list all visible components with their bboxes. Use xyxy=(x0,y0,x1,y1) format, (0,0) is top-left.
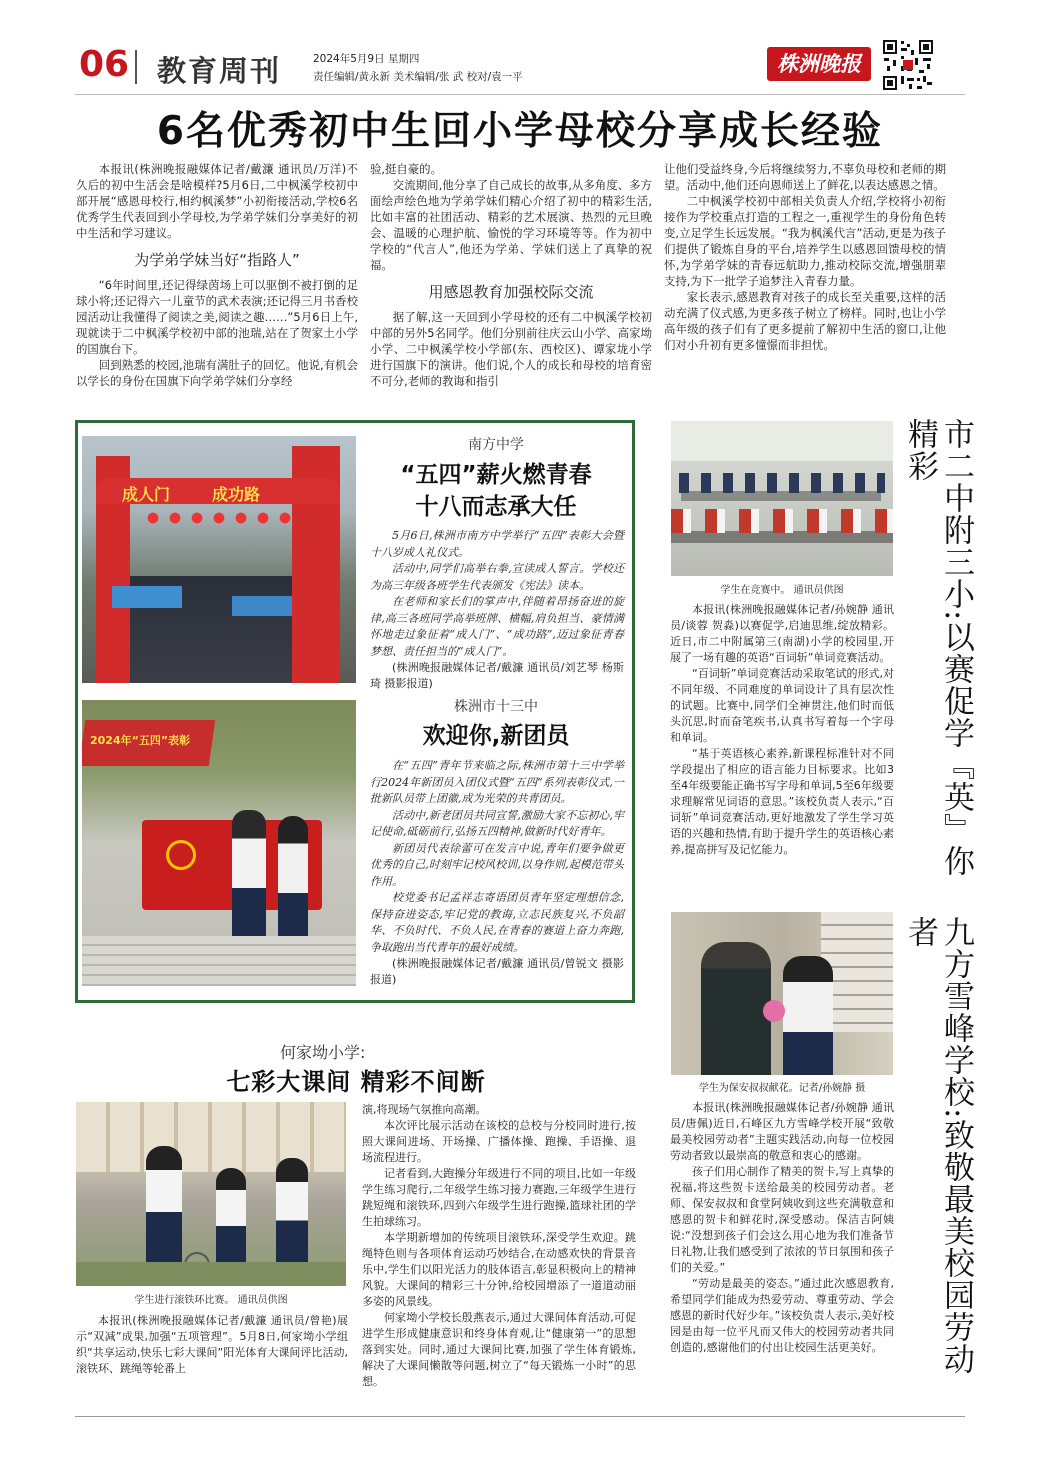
shisan-credit: (株洲晚报融媒体记者/戴濂 通讯员/曾锐文 摄影报道) xyxy=(370,957,624,986)
main-col2-para3: 据了解,这一天回到小学母校的还有二中枫溪学校初中部的另外5名同学。他们分别前往庆云山小学、高家坳小学、二中枫溪学校小学部(东、西校区)、谭家垅小学进行国旗下的演讲。他们说,个人的成长和母校的培育密不可分,老师的教诲和指引 xyxy=(370,310,652,388)
erzhong-caption: 学生在竞赛中。 通讯员供图 xyxy=(720,585,844,596)
students-row-2 xyxy=(671,509,893,533)
students-row xyxy=(679,473,885,493)
erzhong-para3: “基于英语核心素养,新课程标准针对不同学段提出了相应的语言能力目标要求。比如3至4年级要能正确书写字母和单词,5至6年级要求理解常见词语的意思。”该校负责人表示,“百词斩”单词竞赛活动,更好地激发了学生学习英语的兴趣和热情,有助于提升学生的英语核心素养,提高拼写及记忆能力。 xyxy=(670,747,894,856)
nanfang-title-2: 十八而志承大任 xyxy=(415,494,577,520)
nanfang-para2: 活动中,同学们高举右拳,宣读成人誓言。学校还为高三年级各班学生代表颁发《宪法》读本。 xyxy=(370,562,624,592)
main-col1-para3: 回到熟悉的校园,池瑞有满肚子的回忆。他说,有机会以学长的身份在国旗下向学弟学妹们分享经 xyxy=(76,358,358,388)
hejia-para5: 本学期新增加的传统项目滚铁环,深受学生欢迎。跳绳特色则与各项体育运动巧妙结合,在动感欢快的背景音乐中,学生们以阳光活力的肢体语言,彰显积极向上的精神风貌。大课间的精彩三十分钟,给校园增添了一道道动丽多姿的风景线。 xyxy=(362,1231,636,1308)
nanfang-body xyxy=(370,528,624,692)
girl-figure xyxy=(783,956,833,1075)
school-wall xyxy=(76,1102,346,1172)
hejia-school: 何家坳小学: xyxy=(280,1043,366,1062)
flower xyxy=(763,1000,785,1022)
shisan-para3: 新团员代表徐蕾可在发言中说,青年们要争做更优秀的自己,时刻牢记校风校训,以身作则,起模范带头作用。 xyxy=(370,841,624,888)
erzhong-para2: “百词斩”单词竞赛活动采取笔试的形式,对不同年级、不同难度的单词设计了具有层次性的试题。比赛中,同学们全神贯注,他们时而低头沉思,时而奋笔疾书,认真书写着每一个字母和单词。 xyxy=(670,667,894,744)
main-col3-para1: 让他们受益终身,今后将继续努力,不辜负母校和老师的期望。活动中,他们还向恩师送上了鲜花,以表达感恩之情。 xyxy=(664,162,946,192)
main-col1-para1: 本报讯(株洲晚报融媒体记者/戴濂 通讯员/万洋)不久后的初中生活会是啥模样?5月6日,二中枫溪学校初中部开展“感恩母校行,相约枫溪梦”小初衔接活动,学校6名优秀学生代表回到小学母校,为学弟学妹们分享美好的初中生活和学习建议。 xyxy=(76,162,358,240)
nanfang-para3: 在老师和家长们的掌声中,伴随着昂扬奋进的旋律,高三各班同学高举班牌、横幅,肩负担当、豪情满怀地走过象征着“成人门”、“成功路”,迈过象征青春梦想、责任担当的“成人门”。 xyxy=(370,595,624,658)
shisan-para1: 在“五四”青年节来临之际,株洲市第十三中学举行2024年新团员入团仪式暨“五四”系列表彰仪式,一批新队员带上团徽,成为光荣的共青团员。 xyxy=(370,759,624,805)
track xyxy=(76,1262,346,1286)
header-rule xyxy=(75,94,965,95)
main-article-col3 xyxy=(664,161,946,353)
shisan-title: 欢迎你,新团员 xyxy=(422,723,570,749)
header-divider xyxy=(135,50,137,84)
lanterns xyxy=(142,511,292,525)
hejia-photo xyxy=(76,1102,346,1286)
jiufang-caption: 学生为保安叔叔献花。记者/孙婉静 摄 xyxy=(698,1083,866,1094)
newspaper-logo xyxy=(767,47,871,81)
qr-code xyxy=(881,38,935,92)
hejia-para4: 记者看到,大跑操分年级进行不同的项目,比如一年级学生练习爬行,二年级学生练习接力赛跑,三年级学生进行跳短绳和滚铁环,四到六年级学生进行跑操,篮球社团的学生拍球练习。 xyxy=(362,1167,636,1228)
jiufang-title: 九方雪峰学校:致敬最美校园劳动者 xyxy=(902,916,974,1376)
nanfang-credit: (株洲晚报融媒体记者/戴濂 通讯员/刘艺琴 杨斯琦 摄影报道) xyxy=(370,661,624,690)
main-col1-para2: “6年时间里,还记得绿茵场上可以驱倒不被打倒的足球小将;还记得六一儿童节的武术表演;还记得三月书香校园活动让我懂得了阅读之美,阅读之趣……”5月6日上午,现就读于二中枫溪学校初中部的池瑞,站在了贺家土小学的国旗台下。 xyxy=(76,278,358,356)
jiufang-para1: 本报讯(株洲晚报融媒体记者/孙婉静 通讯员/唐佩)近日,石峰区九方雪峰学校开展“致敬最美校园劳动者”主题实践活动,向每一位校园劳动者致以最崇高的敬意和衷心的感谢。 xyxy=(670,1101,894,1162)
page-number: 06 xyxy=(79,44,130,85)
hejia-col-b xyxy=(362,1102,636,1390)
main-col3-para3: 家长表示,感恩教育对孩子的成长至关重要,这样的活动充满了仪式感,为更多孩子树立了榜样。同时,也让小学高年级的孩子们有了更多提前了解初中生活的窗口,让他们对小升初有更多憧憬而非担忧。 xyxy=(664,290,946,352)
newspaper-name: 株洲晚报 xyxy=(777,51,861,76)
page-header xyxy=(75,38,965,96)
nanfang-para1: 5月6日,株洲市南方中学举行“五四”表彰大会暨十八岁成人礼仪式。 xyxy=(370,529,624,559)
jiufang-para3: “劳动是最美的姿态。”通过此次感恩教育,希望同学们能成为热爱劳动、尊重劳动、学会感恩的新时代好少年。”该校负责人表示,美好校园是由每一位平凡而又伟大的校园劳动者共同创造的,感谢他们的付出让校园生活更美好。 xyxy=(670,1277,894,1354)
main-col3-para2: 二中枫溪学校初中部相关负责人介绍,学校将小初衔接作为学校重点打造的工程之一,重视学生的身份角色转变,立足学生长远发展。“我为枫溪代言”活动,更是为孩子们提供了锻炼自身的平台,培养学生以感恩回馈母校的情怀,为学弟学妹的青春远航助力,推动校际交流,增强朋辈支持,为下一批学子追梦注入青春力量。 xyxy=(664,194,946,288)
nanfang-photo xyxy=(82,436,356,683)
footer-rule xyxy=(75,1416,965,1417)
shisan-photo xyxy=(82,700,356,986)
hejia-caption: 学生进行滚铁环比赛。 通讯员供图 xyxy=(134,1295,288,1306)
shisan-para4: 校党委书记孟祥志寄语团员青年坚定理想信念,保持奋进姿态,牢记党的教诲,立志民族复兴,不负韶华、不负时代、不负人民,在青春的赛道上奋力奔跑,争取跑出当代青年的最好成绩。 xyxy=(370,891,624,954)
flag-emblem xyxy=(166,840,196,870)
erzhong-title: 市二中附三小:以赛促学『英』你精彩 xyxy=(902,418,974,878)
jiufang-photo xyxy=(671,912,893,1075)
shisan-para2: 活动中,新老团员共同宣誓,激励大家不忘初心,牢记使命,砥砺前行,弘扬五四精神,做新时代好青年。 xyxy=(370,808,624,838)
hejia-para6: 何家坳小学校长殷燕表示,通过大课间体育活动,可促进学生形成健康意识和终身体育观,让“健康第一”的思想落到实处。同时,通过大课间比赛,加强了学生体育锻炼,解决了大课间懒散等问题,树立了“每天锻炼一小时”的思想。 xyxy=(362,1311,636,1388)
erzhong-photo xyxy=(671,421,893,576)
classroom-window xyxy=(671,421,893,461)
arch-text-1: 成人门 xyxy=(122,485,171,504)
banner-blue xyxy=(112,586,182,608)
hejia-para1: 本报讯(株洲晚报融媒体记者/戴濂 通讯员/曾艳)展示“双减”成果,加强“五项管理”。5月8日,何家坳小学组织“共享运动,快乐七彩大课间”阳光体育大课间评比活动,滚铁环、跳绳等轮番上 xyxy=(76,1314,348,1375)
steps xyxy=(82,936,356,986)
main-col2-para2: 交流期间,他分享了自己成长的故事,从多角度、多方面绘声绘色地为学弟学妹们精心介绍了初中的精彩生活,比如丰富的社团活动、精彩的艺术展演、热烈的元旦晚会、温暖的心理护航、愉悦的学习环境等等。作为初中学校的“代言人”,他还为学弟、学妹们送上了真挚的祝福。 xyxy=(370,178,652,272)
child-1 xyxy=(146,1146,182,1266)
arch-text-2: 成功路 xyxy=(212,485,261,504)
student-2 xyxy=(278,816,308,940)
child-2 xyxy=(216,1168,246,1268)
nanfang-school: 南方中学 xyxy=(468,437,524,453)
shisan-school: 株洲市十三中 xyxy=(454,699,538,715)
student-1 xyxy=(232,810,266,940)
child-3 xyxy=(276,1158,308,1266)
editors-line: 责任编辑/黄永新 美术编辑/张 武 校对/袁一平 xyxy=(313,71,523,83)
hejia-col-a xyxy=(76,1313,348,1377)
jiufang-para2: 孩子们用心制作了精美的贺卡,写上真挚的祝福,将这些贺卡送给最美的校园劳动者。老师、保安叔叔和食堂阿姨收到这些充满敬意和感恩的贺卡和鲜花时,深受感动。保洁吉阿姨说:“没想到孩子们会这么用心地为我们准备节日礼物,让我们感受到了浓浓的节日氛围和孩子们的关爱。” xyxy=(670,1165,894,1274)
erzhong-body xyxy=(670,602,894,858)
main-subhead-1: 为学弟学妹当好“指路人” xyxy=(134,251,300,269)
main-subhead-2: 用感恩教育加强校际交流 xyxy=(428,283,594,301)
banner-blue-2 xyxy=(232,596,292,616)
stage-banner-text: 2024年“五四”表彰 xyxy=(90,734,191,747)
jiufang-body xyxy=(670,1100,894,1356)
guard-figure xyxy=(701,942,771,1075)
section-title: 教育周刊 xyxy=(157,54,282,88)
main-article-col1 xyxy=(76,161,358,389)
hejia-para2: 演,将现场气氛推向高潮。 xyxy=(362,1103,487,1116)
main-article-col2 xyxy=(370,161,652,389)
hejia-para3: 本次评比展示活动在该校的总校与分校同时进行,按照大课间进场、开场操、广播体操、跑操、手语操、退场流程进行。 xyxy=(362,1119,636,1164)
date-line: 2024年5月9日 星期四 xyxy=(313,53,420,65)
hejia-title: 七彩大课间 精彩不间断 xyxy=(226,1068,486,1096)
nanfang-title-1: “五四”薪火燃青春 xyxy=(400,462,592,488)
main-col2-para1: 验,挺自豪的。 xyxy=(370,162,442,176)
shisan-body xyxy=(370,758,624,988)
erzhong-para1: 本报讯(株洲晚报融媒体记者/孙婉静 通讯员/谈蓉 贺淼)以赛促学,启迪思维,绽放精彩。近日,市二中附属第三(南湖)小学的校园里,开展了一场有趣的英语“百词斩”单词竞赛活动。 xyxy=(670,603,894,664)
main-headline: 6名优秀初中生回小学母校分享成长经验 xyxy=(156,109,884,154)
